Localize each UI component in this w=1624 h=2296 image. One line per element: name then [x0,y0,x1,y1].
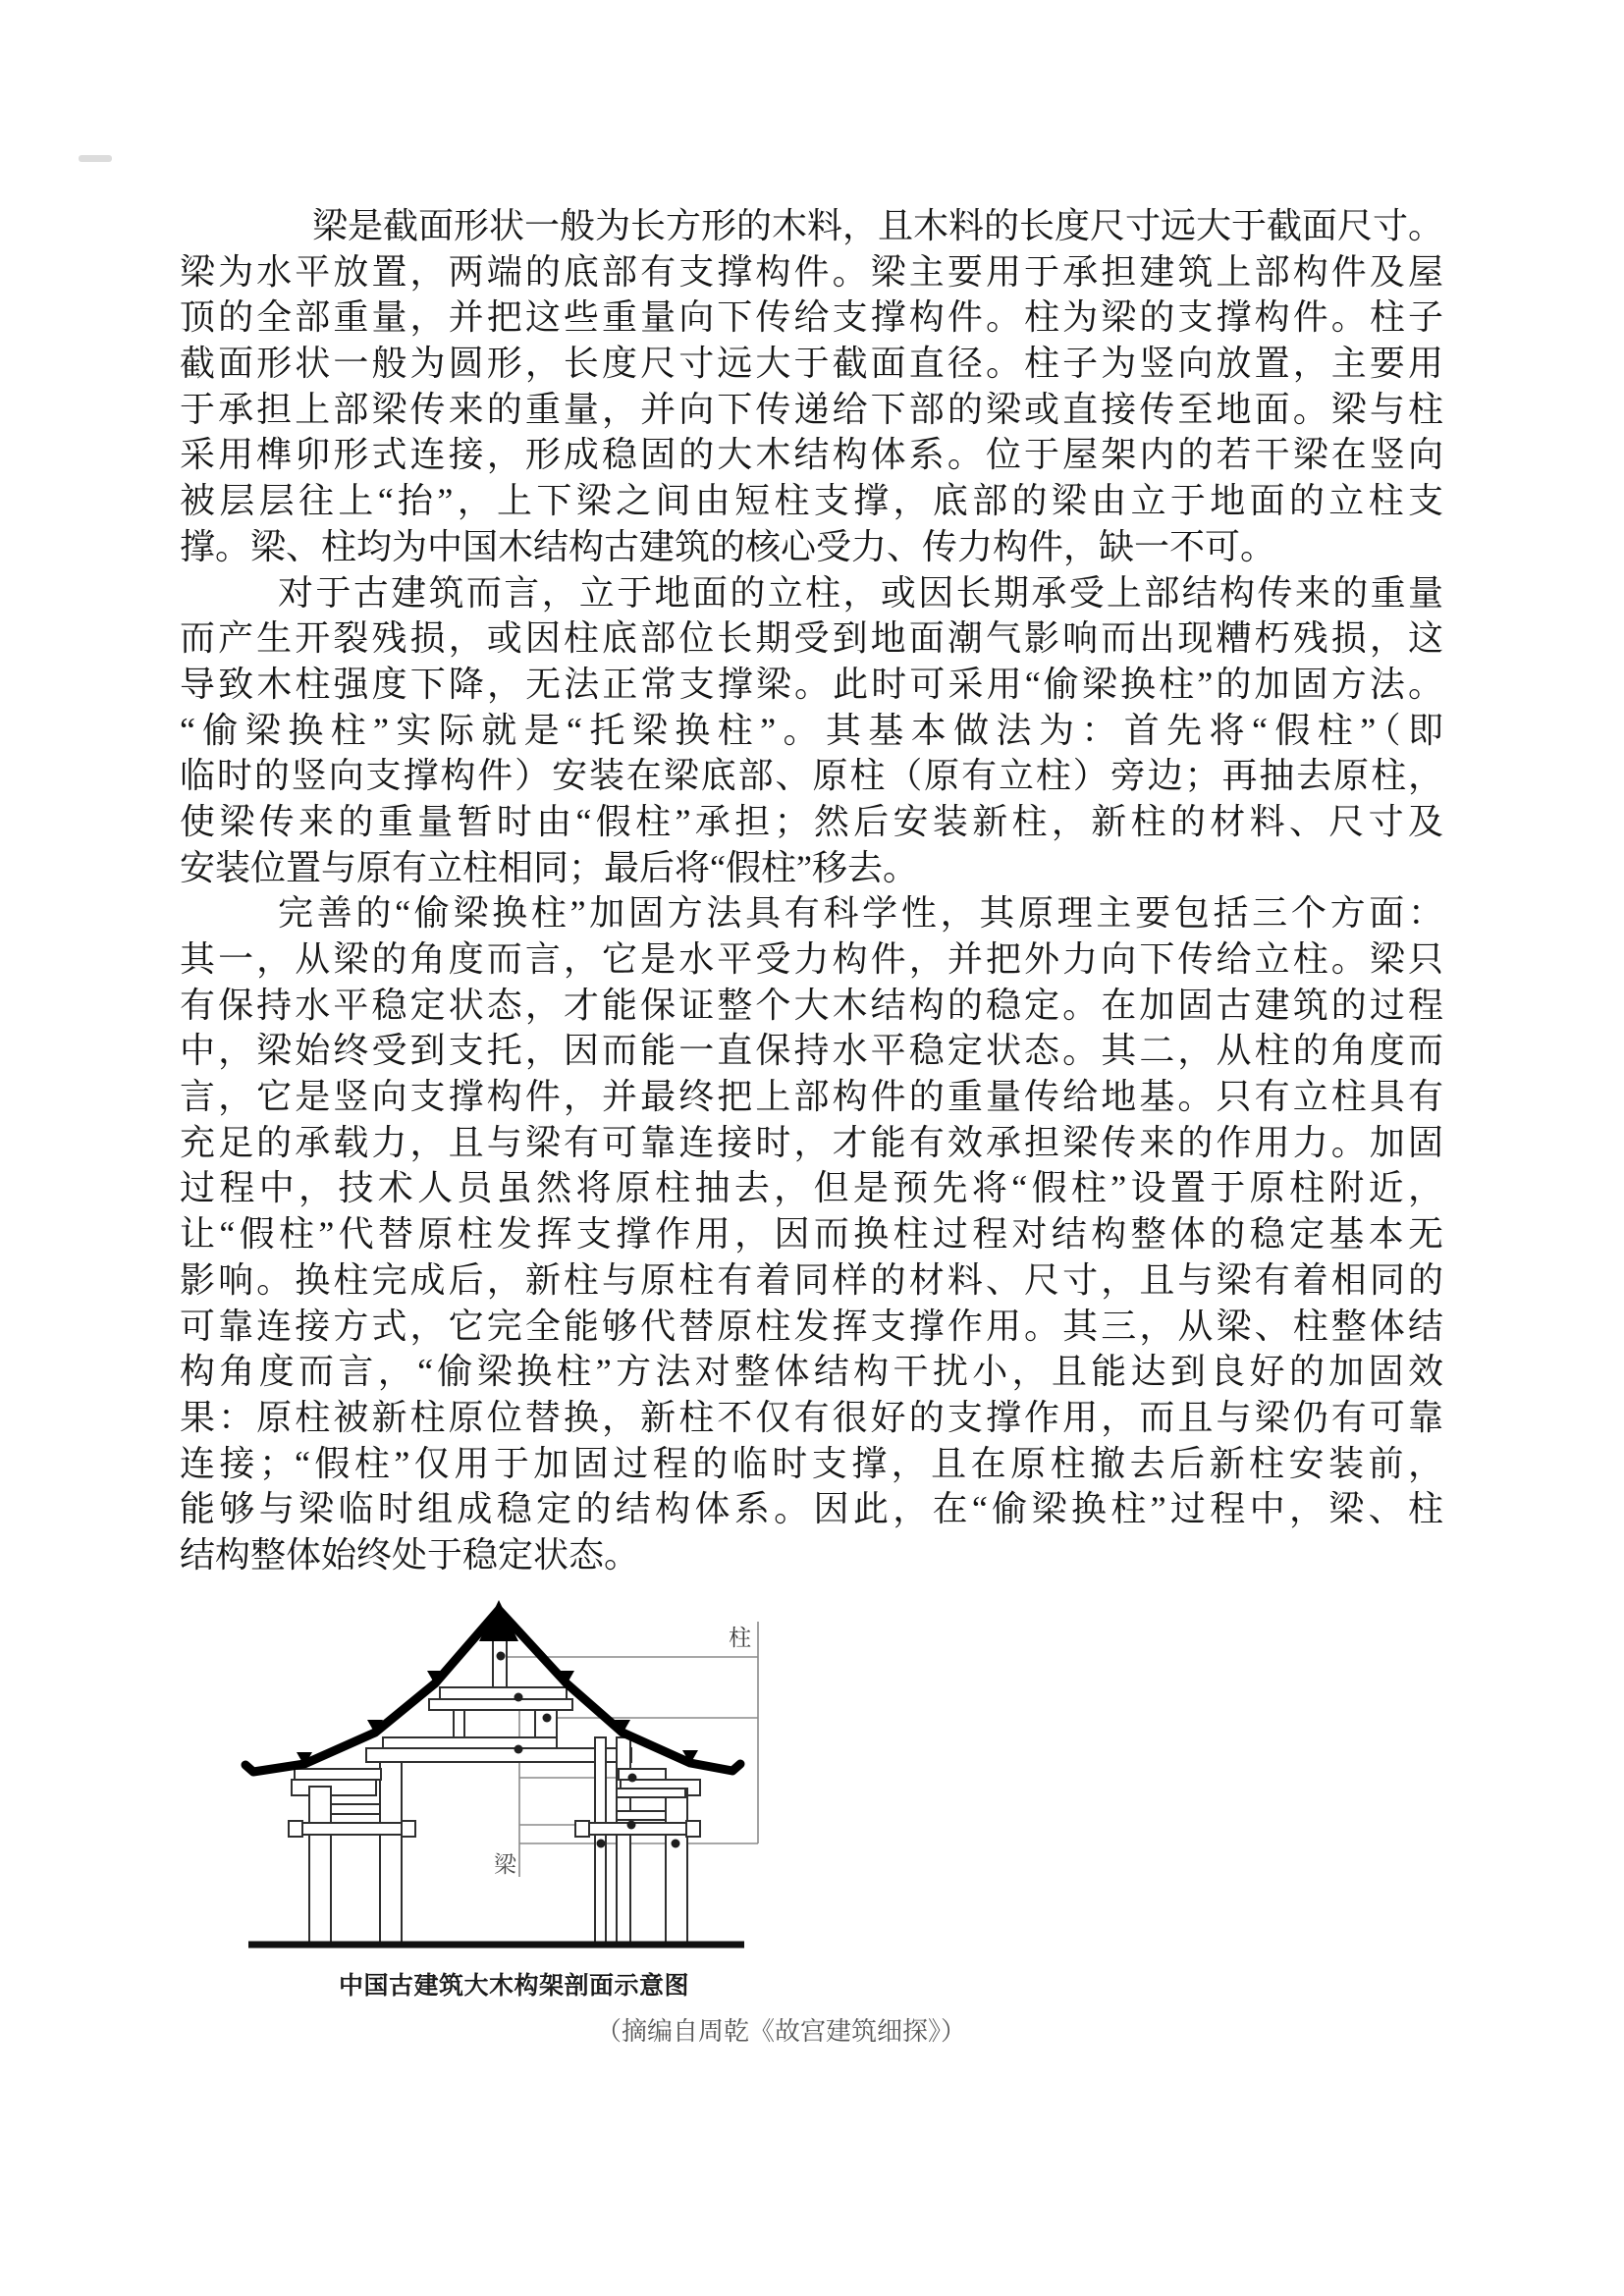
middle-beam [383,1737,557,1748]
tenon-end [289,1821,302,1837]
text-line: 导致木柱强度下降，无法正常支撑梁。此时可采用“偷梁换柱”的加固方法。 [180,664,1443,704]
column-marker-dot [597,1840,606,1848]
text-line: 言，它是竖向支撑构件，并最终把上部构件的重量传给地基。只有立柱具有 [180,1077,1443,1117]
text-line: 使梁传来的重量暂时由“假柱”承担；然后安装新柱，新柱的材料、尺寸及 [180,801,1443,841]
body-text [180,203,1443,1578]
text-line: 于承担上部梁传来的重量，并向下传递给下部的梁或直接传至地面。梁与柱 [180,389,1443,429]
eave-beam-right-upper [619,1769,666,1780]
beam-marker-dot [627,1821,636,1830]
eave-column-right [666,1789,687,1945]
queen-post-left [454,1710,464,1738]
text-line: 梁为水平放置，两端的底部有支撑构件。梁主要用于承担建筑上部构件及屋 [180,251,1443,292]
scan-artifact-mark [79,155,112,162]
beam-marker-dot [514,1693,523,1702]
text-line: 采用榫卯形式连接，形成稳固的大木结构体系。位于屋架内的若干梁在竖向 [180,435,1443,475]
penetrating-tie-right [581,1823,700,1835]
text-line: 影响。换柱完成后，新柱与原柱有着同样的材料、尺寸，且与梁有着相同的 [180,1259,1443,1300]
text-line: 安装位置与原有立柱相同；最后将“假柱”移去。 [180,847,918,887]
text-line: 被层层往上“抬”，上下梁之间由短柱支撑，底部的梁由立于地面的立柱支 [180,481,1443,521]
text-line: 连接；“假柱”仅用于加固过程的临时支撑，且在原柱撤去后新柱安装前， [180,1443,1443,1483]
tenon-end [575,1821,589,1837]
beam-label: 梁 [494,1852,516,1877]
text-line: 而产生开裂残损，或因柱底部位长期受到地面潮气影响而出现糟朽残损，这 [180,618,1443,659]
eave-column-left [309,1787,331,1945]
text-line: 截面形状一般为圆形，长度尺寸远大于截面直径。柱子为竖向放置，主要用 [180,344,1443,384]
collar-beam [429,1699,572,1710]
beam-marker-dot [514,1745,523,1754]
timber-frame-diagram [147,1571,1080,1983]
text-line: 果：原柱被新柱原位替换，新柱不仅有很好的支撑作用，而且与梁仍有可靠 [180,1397,1443,1437]
text-line: “偷梁换柱”实际就是“托梁换柱”。其基本做法为：首先将“假柱”（即 [180,710,1443,750]
figure-attribution: （摘编自周乾《故宫建筑细探》） [596,2017,967,2046]
column-marker-dot [543,1714,552,1723]
text-line: 充足的承载力，且与梁有可靠连接时，才能有效承担梁传来的作用力。加固 [180,1122,1443,1162]
tie-beam-left [331,1804,380,1814]
text-line: 可靠连接方式，它完全能够代替原柱发挥支撑作用。其三，从梁、柱整体结 [180,1306,1443,1346]
main-beam [366,1748,631,1762]
eave-beam-left-upper [295,1769,381,1780]
text-line: 对于古建筑而言，立于地面的立柱，或因长期承受上部结构传来的重量 [278,572,1443,613]
tie-beam-right-upper [617,1789,685,1797]
tenon-end [686,1821,700,1837]
figure [147,1571,1080,1983]
penetrating-tie-left [295,1823,415,1835]
eave-beam-left-lower [292,1780,376,1795]
text-line: 撑。梁、柱均为中国木结构古建筑的核心受力、传力构件，缺一不可。 [180,526,1276,566]
text-line: 临时的竖向支撑构件）安装在梁底部、原柱（原有立柱）旁边；再抽去原柱， [180,756,1443,796]
text-line: 过程中，技术人员虽然将原柱抽去，但是预先将“假柱”设置于原柱附近， [180,1168,1443,1208]
text-line: 有保持水平稳定状态，才能保证整个大木结构的稳定。在加固古建筑的过程 [180,985,1443,1025]
text-line: 让“假柱”代替原柱发挥支撑作用，因而换柱过程对结构整体的稳定基本无 [180,1214,1443,1255]
text-line: 梁是截面形状一般为长方形的木料，且木料的长度尺寸远大于截面尺寸。 [312,206,1444,245]
text-line: 完善的“偷梁换柱”加固方法具有科学性，其原理主要包括三个方面： [278,893,1443,934]
column-label: 柱 [729,1626,751,1650]
column-marker-dot [672,1840,680,1848]
figure-caption: 中国古建筑大木构架剖面示意图 [339,1972,690,2000]
upper-collar-beam [440,1687,567,1699]
beam-marker-dot [628,1774,637,1783]
column-marker-dot [497,1652,506,1661]
text-line: 其一，从梁的角度而言，它是水平受力构件，并把外力向下传给立柱。梁只 [180,939,1443,979]
tenon-end [402,1821,415,1837]
tie-beam-right-lower [617,1811,666,1820]
interior-column-left [380,1762,402,1945]
text-line: 能够与梁临时组成稳定的结构体系。因此，在“偷梁换柱”过程中，梁、柱 [180,1489,1443,1529]
text-line: 结构整体始终处于稳定状态。 [180,1534,640,1575]
text-line: 中，梁始终受到支托，因而能一直保持水平稳定状态。其二，从柱的角度而 [180,1031,1443,1071]
text-line: 顶的全部重量，并把这些重量向下传给支撑构件。柱为梁的支撑构件。柱子 [180,297,1443,338]
text-line: 构角度而言，“偷梁换柱”方法对整体结构干扰小，且能达到良好的加固效 [180,1352,1443,1392]
